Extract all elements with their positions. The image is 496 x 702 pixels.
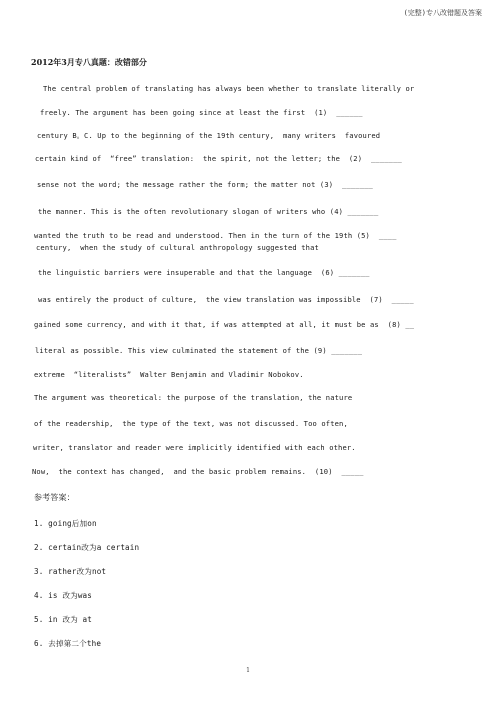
answer-6: 6. 去掉第二个the bbox=[34, 639, 102, 648]
passage-line-14: The argument was theoretical: the purpose of the translation, the nature bbox=[34, 393, 353, 402]
page-title: 2012年3月专八真题：改错部分 bbox=[31, 57, 147, 67]
passage-line-15: of the readership, the type of the text, was not discussed. Too often, bbox=[34, 419, 348, 428]
answer-2: 2. certain改为a certain bbox=[34, 543, 140, 552]
passage-line-4: certain kind of “free” translation: the spirit, not the letter; the (2) _______ bbox=[35, 154, 402, 163]
passage-line-3: century B。C. Up to the beginning of the 19th century, many writers favoured bbox=[37, 131, 381, 140]
answers-heading: 参考答案： bbox=[34, 493, 75, 502]
passage-line-17: Now, the context has changed, and the basic problem remains. (10) _____ bbox=[32, 467, 364, 476]
answer-1: 1. going后加on bbox=[34, 519, 97, 528]
passage-line-5: sense not the word; the message rather the form; the matter not (3) _______ bbox=[37, 180, 373, 189]
passage-line-7: wanted the truth to be read and understood. Then in the turn of the 19th (5) ____ bbox=[34, 231, 397, 240]
passage-line-16: writer, translator and reader were implicitly identified with each other. bbox=[33, 443, 356, 452]
passage-line-8: century, when the study of cultural anthropology suggested that bbox=[36, 243, 319, 252]
answer-3: 3. rather改为not bbox=[34, 567, 107, 576]
passage-line-6: the manner. This is the often revolutionary slogan of writers who (4) _______ bbox=[38, 207, 379, 216]
passage-line-9: the linguistic barriers were insuperable and that the language (6) _______ bbox=[38, 268, 370, 277]
answer-5: 5. in 改为 at bbox=[34, 615, 92, 624]
passage-line-1: The central problem of translating has always been whether to translate literally or bbox=[43, 84, 415, 93]
answer-4: 4. is 改为was bbox=[34, 591, 92, 600]
passage-line-13: extreme “literalists” Walter Benjamin and Vladimir Nobokov. bbox=[34, 370, 304, 379]
passage-line-10: was entirely the product of culture, the view translation was impossible (7) _____ bbox=[38, 295, 414, 304]
passage-line-12: literal as possible. This view culminated the statement of the (9) _______ bbox=[35, 346, 363, 355]
page-number: 1 bbox=[246, 667, 250, 674]
passage-line-11: gained some currency, and with it that, if was attempted at all, it must be as (8) __ bbox=[34, 320, 415, 329]
passage-line-2: freely. The argument has been going since at least the first (1) ______ bbox=[40, 108, 363, 117]
page-header: (完整)专八改错题及答案 bbox=[403, 9, 482, 17]
